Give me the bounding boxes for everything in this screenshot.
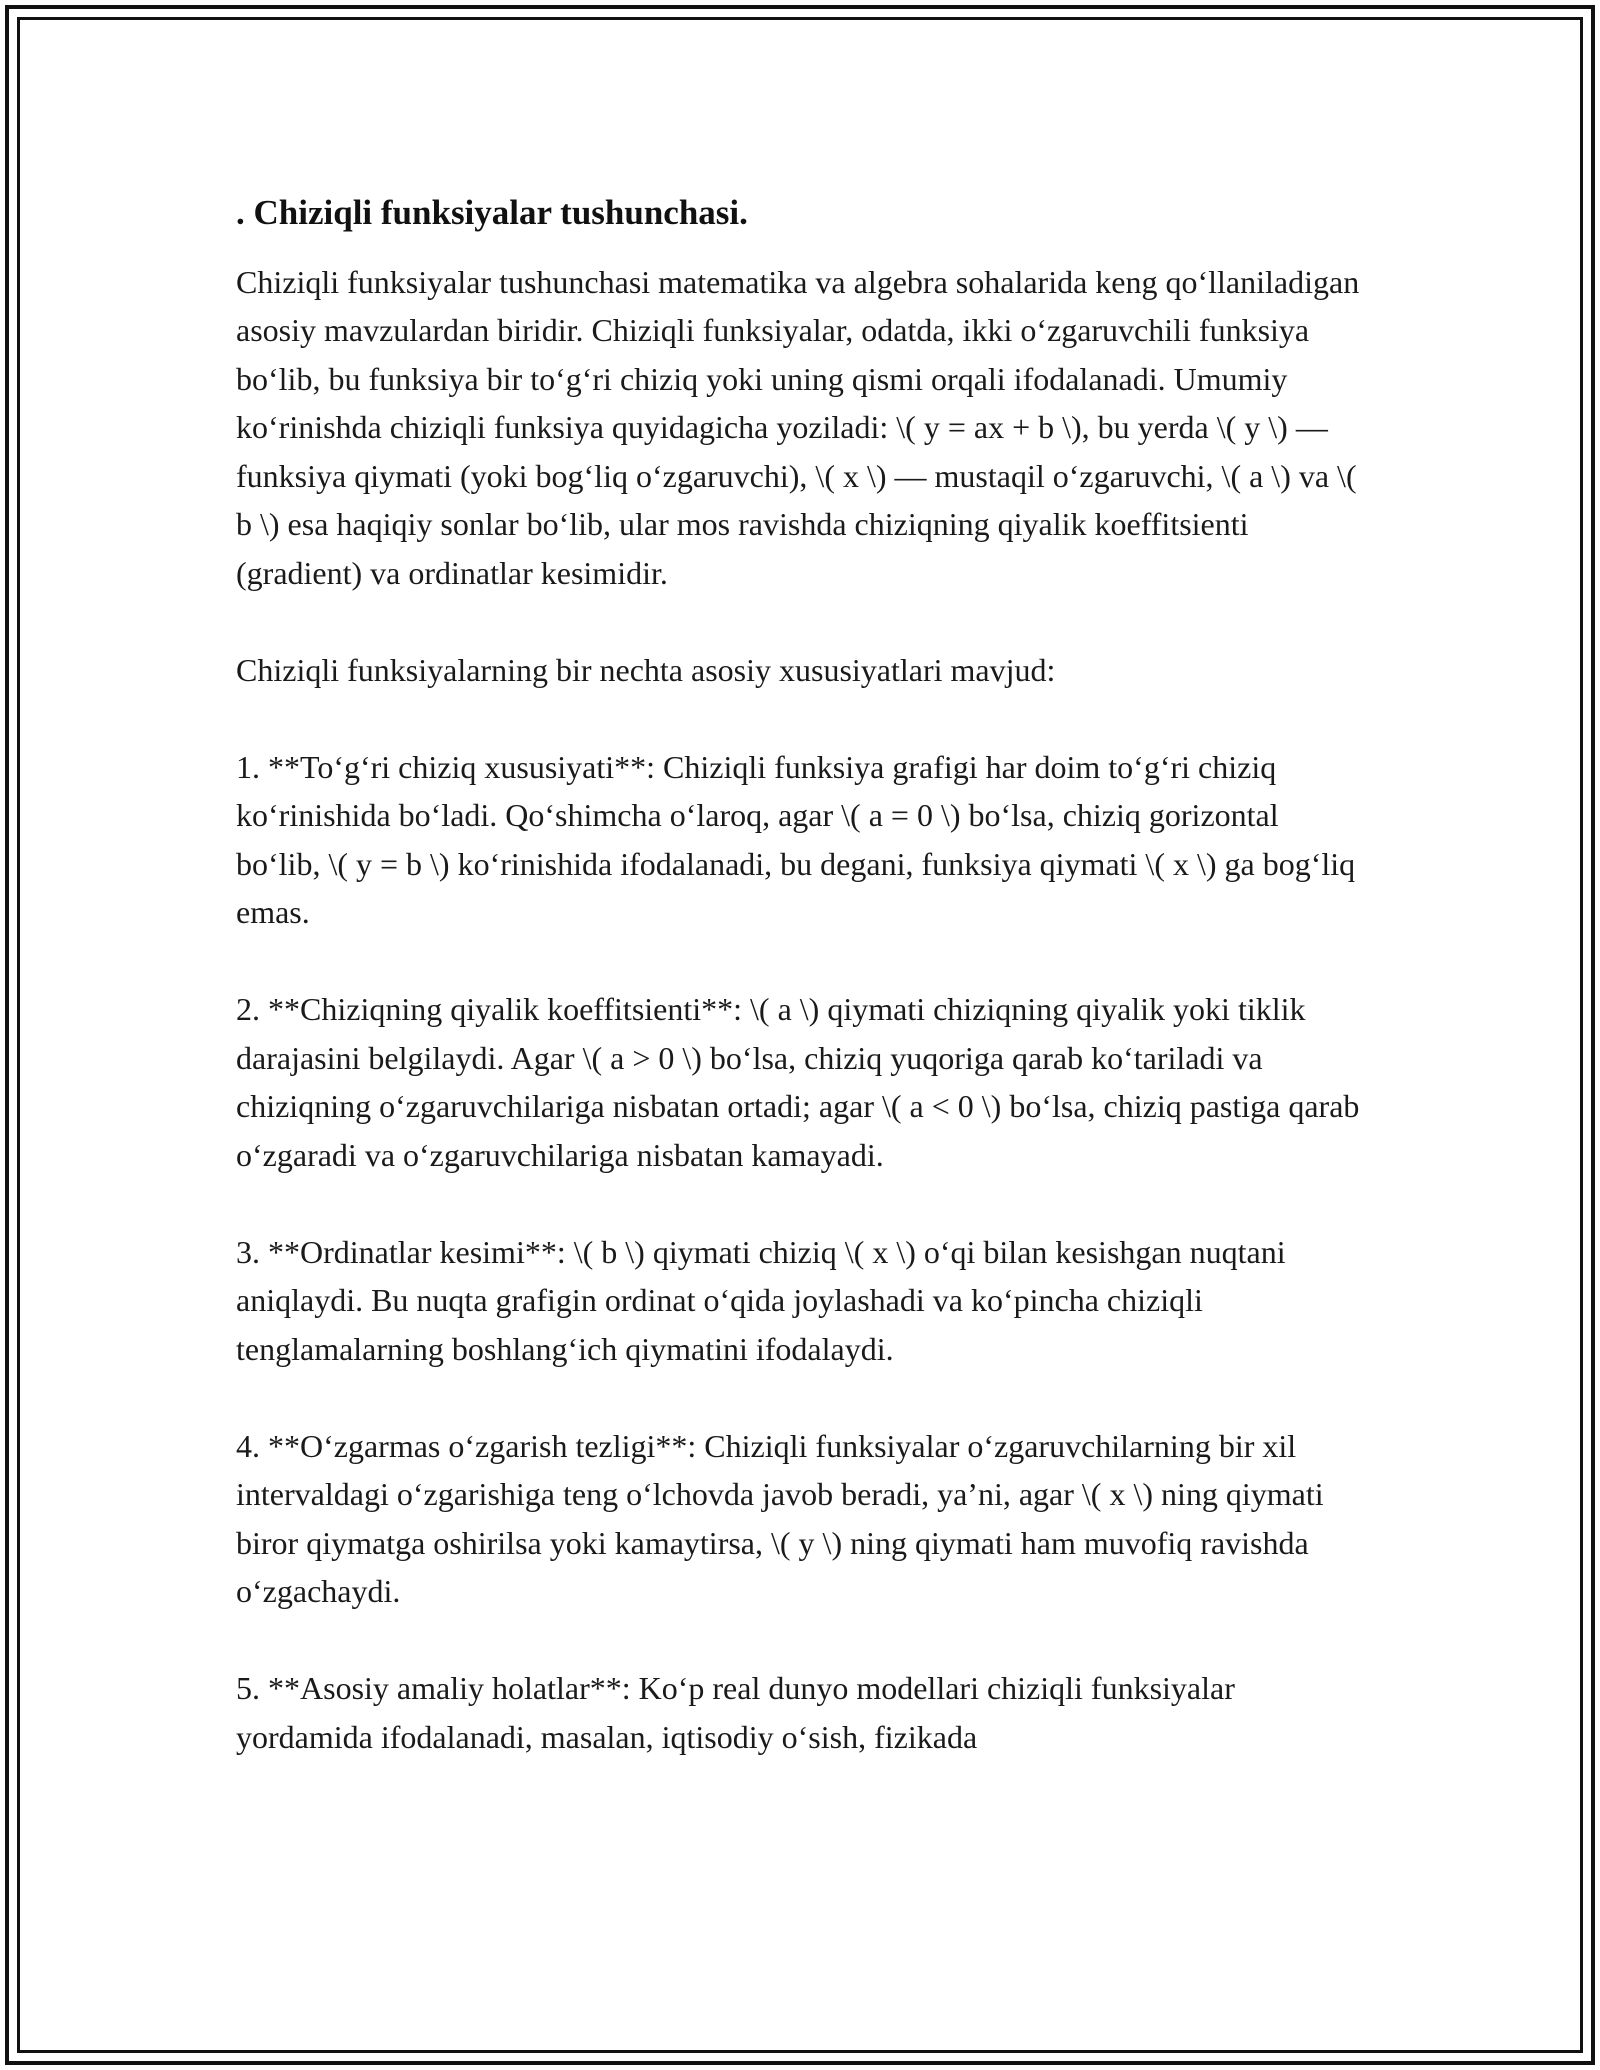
paragraph-properties-intro: Chiziqli funksiyalarning bir nechta asosiy xususiyatlari mavjud: — [236, 651, 1056, 688]
paragraph-item-2: 2. **Chiziqning qiyalik koeffitsienti**: \( a \) qiymati chiziqning qiyalik yoki tiklik darajasini belgilaydi. Agar \( a > 0 \) bo‘lsa, chiziq yuqoriga qarab ko‘tariladi va chiziqning o‘zgaruvchilariga nisbatan ortadi; agar \( a < 0 \) bo‘lsa, chiziq pastiga qarab o‘zgaradi va o‘zgaruvchilariga nisbatan kamayadi. — [236, 991, 1360, 1173]
paragraph-item-5: 5. **Asosiy amaliy holatlar**: Ko‘p real dunyo modellari chiziqli funksiyalar yordamida ifodalanadi, masalan, iqtisodiy o‘sish, fizikada — [236, 1670, 1235, 1755]
document-title: . Chiziqli funksiyalar tushunchasi. — [236, 193, 748, 232]
paragraph-intro: Chiziqli funksiyalar tushunchasi matematika va algebra sohalarida keng qo‘llaniladigan asosiy mavzulardan biridir. Chiziqli funksiyalar, odatda, ikki o‘zgaruvchili funksiya bo‘lib, bu funksiya bir to‘g‘ri chiziq yoki uning qismi orqali ifodalanadi. Umumiy ko‘rinishda chiziqli funksiya quyidagicha yoziladi: \( y = ax + b \), bu yerda \( y \) — funksiya qiymati (yoki bog‘liq o‘zgaruvchi), \( x \) — mustaqil o‘zgaruvchi, \( a \) va \( b \) esa haqiqiy sonlar bo‘lib, ular mos ravishda chiziqning qiyalik koeffitsienti (gradient) va ordinatlar kesimidir. — [236, 263, 1360, 591]
paragraph-item-4: 4. **O‘zgarmas o‘zgarish tezligi**: Chiziqli funksiyalar o‘zgaruvchilarning bir xil intervaldagi o‘zgarishiga teng o‘lchovda javob beradi, ya’ni, agar \( x \) ning qiymati biror qiymatga oshirilsa yoki kamaytirsa, \( y \) ning qiymati ham muvofiq ravishda o‘zgachaydi. — [236, 1427, 1324, 1609]
paragraph-item-1: 1. **To‘g‘ri chiziq xususiyati**: Chiziqli funksiya grafigi har doim to‘g‘ri chiziq ko‘rinishida bo‘ladi. Qo‘shimcha o‘laroq, agar \( a = 0 \) bo‘lsa, chiziq gorizontal bo‘lib, \( y = b \) ko‘rinishida ifodalanadi, bu degani, funksiya qiymati \( x \) ga bog‘liq emas. — [236, 748, 1356, 930]
document-body — [236, 190, 1364, 1810]
paragraph-item-3: 3. **Ordinatlar kesimi**: \( b \) qiymati chiziq \( x \) o‘qi bilan kesishgan nuqtani aniqlaydi. Bu nuqta grafigin ordinat o‘qida joylashadi va ko‘pincha chiziqli tenglamalarning boshlang‘ich qiymatini ifodalaydi. — [236, 1233, 1286, 1367]
